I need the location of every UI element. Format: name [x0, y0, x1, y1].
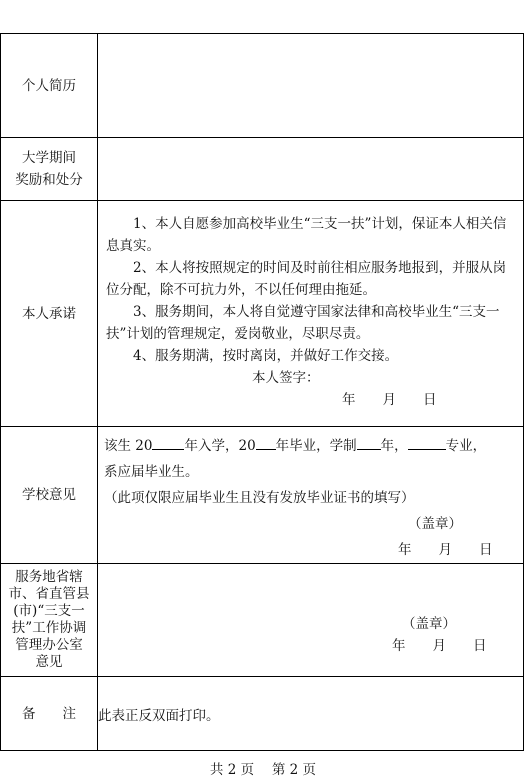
remarks-row	[1, 677, 524, 751]
office-label-line: 市、省直管县	[8, 586, 90, 602]
pledge-label: 本人承诺	[1, 201, 98, 427]
pledge-item-1: 1、本人自愿参加高校毕业生“三支一扶”计划，保证本人相关信息真实。	[106, 216, 507, 254]
resume-row	[1, 34, 524, 138]
school-line-2: 系应届毕业生。	[104, 464, 199, 480]
office-label	[1, 564, 98, 677]
awards-label-line1: 大学期间	[22, 150, 76, 166]
resume-content-field[interactable]	[98, 34, 524, 138]
office-seal: （盖章）	[402, 616, 456, 632]
awards-label	[1, 138, 98, 201]
office-label-line: 扶”工作协调	[11, 620, 87, 636]
school-text-major: 专业，	[445, 438, 487, 454]
awards-row	[1, 138, 524, 201]
pledge-content	[98, 201, 524, 427]
awards-content-field[interactable]	[98, 138, 524, 201]
remarks-label: 备 注	[1, 677, 98, 751]
pledge-item-4: 4、服务期满，按时离岗，并做好工作交接。	[133, 348, 399, 364]
pledge-item-2: 2、本人将按照规定的时间及时前往相应服务地报到，并服从岗位分配，除不可抗力外，不以任何理由拖延。	[106, 260, 507, 298]
office-label-line: 意见	[35, 654, 63, 670]
office-label-line: 服务地省辖	[15, 569, 83, 585]
office-label-line: (市)“三支一	[13, 603, 85, 619]
office-content	[98, 564, 524, 677]
school-text-grad: 年毕业，学制	[275, 438, 357, 454]
duration-blank[interactable]	[357, 433, 381, 450]
school-line-1	[104, 433, 513, 459]
school-text-enroll: 年入学，20	[184, 438, 256, 454]
page-footer: 共 2 页 第 2 页	[209, 762, 317, 778]
application-form-table	[0, 33, 524, 751]
school-date: 年 月 日	[398, 542, 493, 558]
school-content	[98, 427, 524, 564]
office-date: 年 月 日	[392, 638, 487, 654]
school-text-duration: 年，	[380, 438, 408, 454]
resume-label: 个人简历	[1, 34, 98, 138]
pledge-date: 年 月 日	[342, 392, 437, 408]
office-row	[1, 564, 524, 677]
school-label: 学校意见	[1, 427, 98, 564]
school-note: （此项仅限应届毕业生且没有发放毕业证书的填写）	[104, 490, 415, 506]
grad-year-blank[interactable]	[256, 433, 276, 450]
school-row	[1, 427, 524, 564]
pledge-row	[1, 201, 524, 427]
school-seal: （盖章）	[408, 516, 462, 532]
pledge-item-3: 3、服务期间，本人将自觉遵守国家法律和高校毕业生“三支一扶”计划的管理规定，爱岗敬业，尽职尽责。	[106, 304, 500, 342]
office-label-line: 管理办公室	[15, 637, 83, 653]
awards-label-line2: 奖励和处分	[15, 172, 83, 188]
pledge-signature-label: 本人签字：	[252, 370, 320, 386]
remarks-content: 此表正反双面打印。	[98, 677, 524, 751]
major-blank[interactable]	[408, 433, 446, 450]
school-text-start: 该生 20	[104, 438, 153, 454]
enroll-year-blank[interactable]	[152, 433, 184, 450]
